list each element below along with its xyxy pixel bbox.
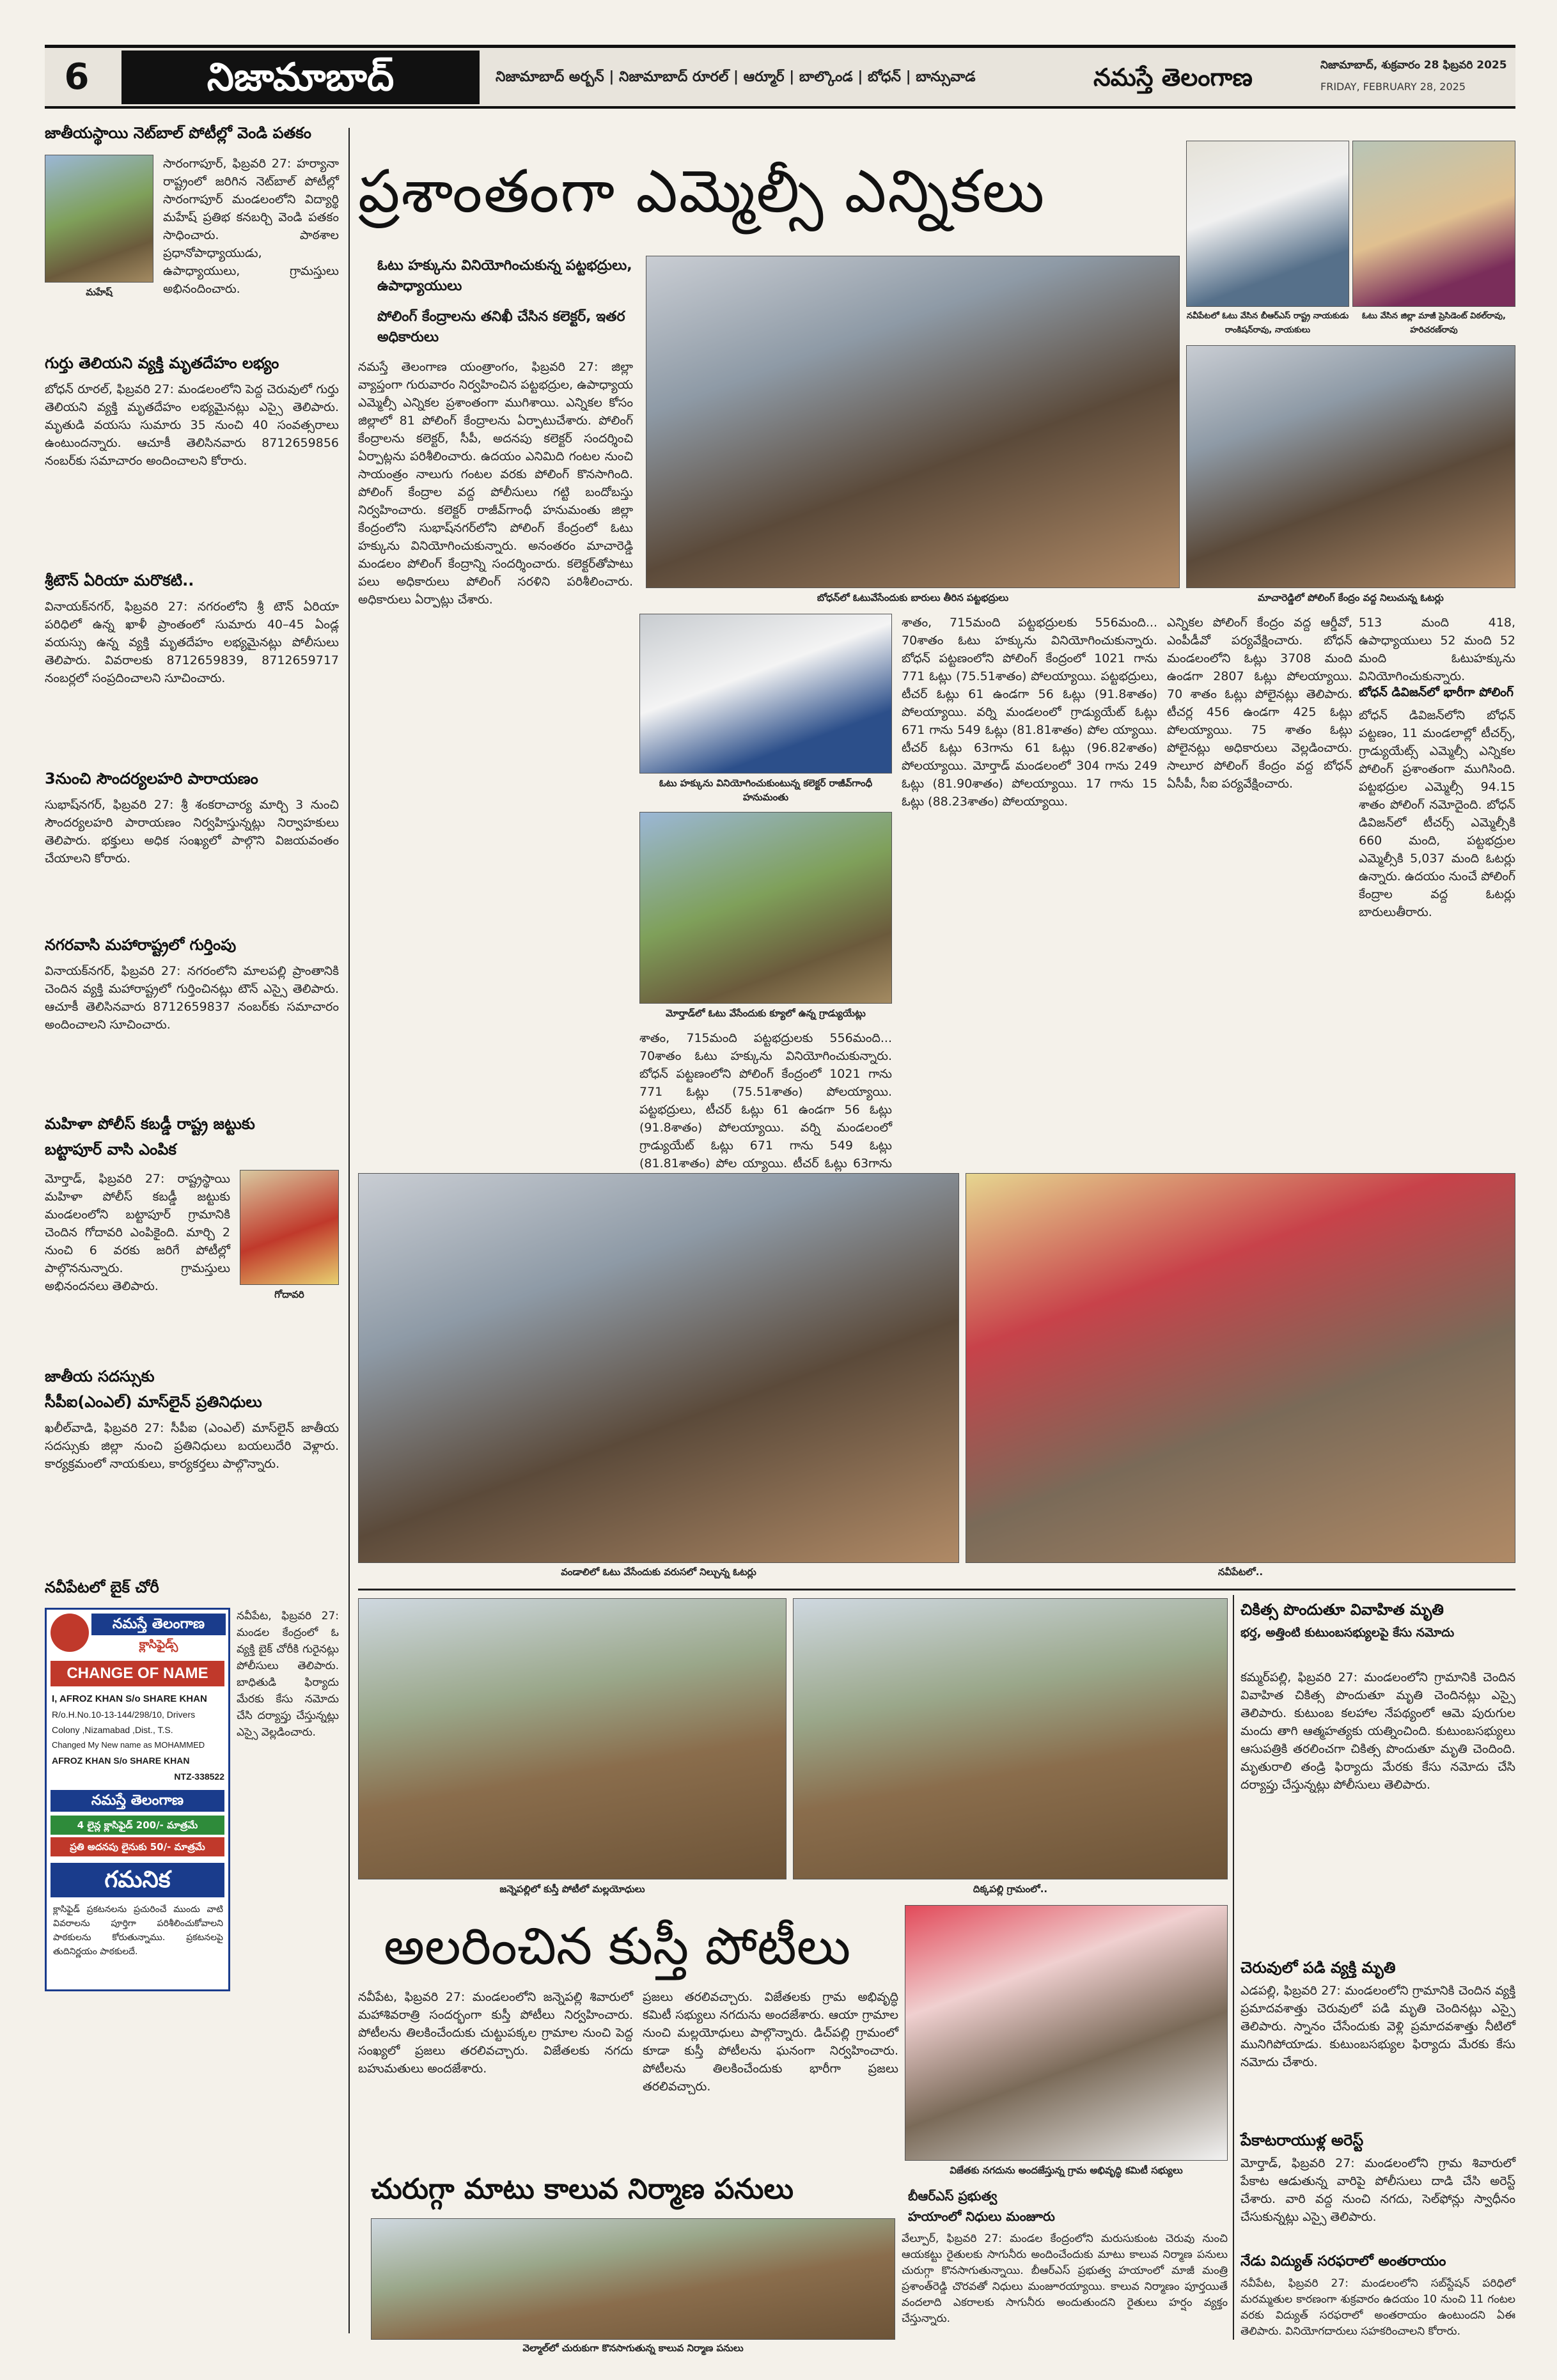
story-bike-heading: నవీపేటలో బైక్ చోరీ [45,1578,159,1596]
column-divider-right [1233,1595,1234,2340]
story-treatment-heading: చికిత్స పొందుతూ వివాహిత మృతి [1240,1601,1444,1619]
notice-text: క్లాసిఫైడ్ ప్రకటనలను ప్రచురించే ముందు వాటి వివరాలను పూర్తిగా పరిశీలించుకోవాలని పాఠకులను కోరుతున్నాము. ప్రకటనలపై తుదినిర్ణయం పాఠకులదే. [53,1904,223,1957]
photo-wrestling-jannepalli-caption: జన్నెపల్లిలో కుస్తీ పోటీలో మల్లయోధులు [499,1883,645,1895]
election-col-2b: శాతం, 715మంది పట్టభద్రులకు 556మంది... 70శాతం ఓటు హక్కును వినియోగించుకున్నారు. బోధన్ పట్టణంలోని పోలింగ్ కేంద్రంలో 1021 గాను 771 ఓట్లు (75.51శాతం) పోలయ్యాయి. పట్టభద్రులు, టీచర్ ఓట్లు 61 ఉండగా 56 ఓట్లు (91.8శాతం) పోలయ్యాయి. వర్ని మండలంలో గ్రాడ్యుయేట్ ఓట్లు 671 గాను 549 ఓట్లు (81.81శాతం) పోల య్యాయి. టీచర్ ఓట్లు 63గాను [639,1031,892,1171]
story-gamblers-heading: పేకాటరాయుళ్ల అరెస్ట్ [1240,2131,1364,2149]
election-col-4: 513 మంది 418, ఉపాధ్యాయులు 52 మంది 52 మంది ఓటుహక్కును వినియోగించుకున్నారు. [1359,616,1515,683]
classifieds-ad [45,1608,230,1991]
photo-navipet-queue-caption: నవీపేటలో.. [1217,1566,1264,1578]
photo-prize-caption: విజేతకు నగదును అందజేస్తున్న గ్రామ అభివృద్ధి కమిటీ సభ్యులు [950,2165,1183,2176]
rate-line-1: 4 లైన్ల క్లాసిఫైడ్ 200/- మాత్రమే [51,1816,224,1835]
photo-collector-voting [639,614,892,774]
kabaddi-photo-caption: గోదావరి [274,1289,304,1300]
kabaddi-photo [240,1170,339,1285]
story-cpi-heading: జాతీయ సదస్సుకు [45,1367,155,1385]
photo-macharreddy-queue [1186,345,1515,588]
date-english: FRIDAY, FEBRUARY 28, 2025 [1320,81,1466,93]
story-body-heading: గుర్తు తెలియని వ్యక్తి మృతదేహం లభ్యం [45,354,279,372]
story-power-text: నవీపేట, ఫిబ్రవరి 27: మండలంలోని సబ్‌స్టేషన్ పరిధిలో మరమ్మతుల కారణంగా శుక్రవారం ఉదయం 10 నుంచి 11 గంటల వరకు విద్యుత్ సరఫరాలో అంతరాయం ఉంటుందని ఏఈ తెలిపారు. వినియోగదారులు సహకరించాలని కోరారు. [1240,2277,1515,2338]
story-netball-text: సారంగాపూర్, ఫిబ్రవరి 27: హర్యానా రాష్ట్రంలో జరిగిన నెట్‌బాల్ పోటీల్లో సారంగాపూర్ మండలంలోని విద్యార్థి మహేష్ ప్రతిభ కనబర్చి వెండి పతకం సాధించారు. పాఠశాల ప్రధానోపాధ్యాయుడు, ఉపాధ్యాయులు, గ్రామస్తులు అభినందించారు. [163,157,339,296]
name-line-5: AFROZ KHAN S/o SHARE KHAN [52,1755,190,1766]
kusti-col-1: నవీపేట, ఫిబ్రవరి 27: మండలంలోని జన్నెపల్లి శివారులో మహాశివరాత్రి సందర్భంగా కుస్తీ పోటీలు నిర్వహించారు. పోటీలను తిలకించేందుకు చుట్టుపక్కల గ్రామాల నుంచి పెద్ద సంఖ్యలో ప్రజలు తరలివచ్చారు. విజేతలకు నగదు బహుమతులు అందజేశారు. [358,1990,633,2076]
story-kabaddi-text: మోర్తాడ్, ఫిబ్రవరి 27: రాష్ట్రస్థాయి మహిళా పోలీస్ కబడ్డీ జట్టుకు మండలంలోని బట్టాపూర్ గ్రామానికి చెందిన గోదావరి ఎంపికైంది. మార్చి 2 నుంచి 6 వరకు జరిగే పోటీల్లో పాల్గొననున్నారు. గ్రామస్తులు అభినందనలు తెలిపారు. [45,1172,230,1293]
story-pond-heading: చెరువులో పడి వ్యక్తి మృతి [1240,1959,1396,1977]
photo-mortad-queue [639,812,892,1004]
kusti-headline: అలరించిన కుస్తీ పోటీలు [384,1917,851,1976]
photo-navipet-voting [1186,141,1349,307]
page-number: 6 [64,56,90,98]
election-col-4b: బోధన్ డివిజన్‌లోని బోధన్ పట్టణం, 11 మండలాల్లో టీచర్స్, గ్రాడ్యుయేట్స్ ఎమ్మెల్సీ ఎన్నికల పోలింగ్ ప్రశాంతంగా ముగిసింది. పట్టభద్రుల ఎమ్మెల్సీ 94.15 శాతం పోలింగ్ నమోదైంది. బోధన్ డివిజన్‌లో టీచర్స్ ఎమ్మెల్సీకి 660 మంది, పట్టభద్రుల ఎమ్మెల్సీకి 5,037 మంది ఓటర్లు ఉన్నారు. ఉదయం నుంచే పోలింగ్ కేంద్రాల వద్ద ఓటర్లు బారులుతీరారు. [1359,708,1515,919]
photo-vandali-caption: వండాలిలో ఓటు వేసేందుకు వరుసలో నిల్చున్న ఓటర్లు [561,1566,756,1578]
canal-headline: చురుగ్గా మాటు కాలువ నిర్మాణ పనులు [371,2173,794,2205]
bodhan-subheading: బోధన్ డివిజన్‌లో భారీగా పోలింగ్ [1359,685,1514,699]
election-col-2: శాతం, 715మంది పట్టభద్రులకు 556మంది... 70శాతం ఓటు హక్కును వినియోగించుకున్నారు. బోధన్ పట్టణంలోని పోలింగ్ కేంద్రంలో 1021 గాను 771 ఓట్లు (75.51శాతం) పోలయ్యాయి. పట్టభద్రులు, టీచర్ ఓట్లు 61 ఉండగా 56 ఓట్లు (91.8శాతం) పోలయ్యాయి. వర్ని మండలంలో గ్రాడ్యుయేట్ ఓట్లు 671 గాను 549 ఓట్లు (81.81శాతం) పోల య్యాయి. టీచర్ ఓట్లు 63గాను 61 ఓట్లు (96.82శాతం) పోలయ్యాయి. మోర్తాడ్ మండలంలో 304 గాను 249 ఓట్లు (81.90శాతం) పోలయ్యాయి. 17 గాను 15 ఓట్లు (88.23శాతం) పోలయ్యాయి. [902,616,1157,809]
election-col-1: నమస్తే తెలంగాణ యంత్రాంగం, ఫిబ్రవరి 27: జిల్లా వ్యాప్తంగా గురువారం నిర్వహించిన పట్టభద్రుల, ఉపాధ్యాయ ఎమ్మెల్సీ ఎన్నికల ప్రశాంతంగా ముగిశాయి. ఎన్నికల కోసం జిల్లాలో 81 పోలింగ్ కేంద్రాలను ఏర్పాటుచేశారు. పోలింగ్ కేంద్రాలను కలెక్టర్, సీపీ, అదనపు కలెక్టర్ సందర్శించి ఏర్పాట్లను పరిశీలించారు. ఉదయం ఎనిమిది గంటల నుంచి సాయంత్రం నాలుగు గంటల వరకు పోలింగ్ కొనసాగింది. పోలింగ్ కేంద్రాల వద్ద పోలీసులు గట్టి బందోబస్తు నిర్వహించారు. కలెక్టర్ రాజీవ్‌గాంధీ హనుమంతు జిల్లా కేంద్రంలోని సుభాష్‌నగర్‌లోని పోలింగ్ కేంద్రంలో ఓటు హక్కును వినియోగించుకున్నారు. అనంతరం మాచారెడ్డి మండలం పోలింగ్ కేంద్రాన్ని సందర్శించారు. కలెక్టర్‌తోపాటు పలు అధికారులు పోలింగ్ సరళిని పరిశీలించారు. అధికారులు ఏర్పాట్లు చేశారు. [358,360,633,607]
photo-macharreddy-caption: మాచారెడ్డిలో పోలింగ్‌ కేంద్రం వద్ద నిలుచున్న ఓటర్లు [1258,592,1444,603]
election-headline: ప్రశాంతంగా ఎమ్మెల్సీ ఎన్నికలు [358,157,1046,226]
photo-queue-bodhan-caption: బోధన్‌లో ఓటువేసేందుకు బారులు తీరిన పట్టభద్రులు [817,592,1009,603]
photo-prize-distribution [905,1905,1228,2161]
section-title: నిజామాబాద్ [121,51,480,104]
photo-canal-works [371,2218,895,2340]
photo-vittal-caption: ఓటు వేసిన జిల్లా మాజీ ప్రెసిడెంట్ విఠల్‌రావు, హరిచరణ్‌రావు [1362,311,1506,335]
story-netball-heading: జాతీయస్థాయి నెట్‌బాల్ పోటీల్లో వెండి పతకం [45,124,311,142]
story-pond-text: ఎడపల్లి, ఫిబ్రవరి 27: మండలంలోని గ్రామానికి చెందిన వ్యక్తి ప్రమాదవశాత్తు చెరువులో పడి మృతి చెందినట్లు ఎస్సై తెలిపారు. స్నానం చేసేందుకు వెళ్లి ప్రమాదవశాత్తు నీటిలో మునిగిపోయాడు. కుటుంబసభ్యుల ఫిర్యాదు మేరకు కేసు నమోదు చేశారు. [1240,1984,1515,2069]
photo-navipet-caption: నవీపేటలో ఓటు వేసిన బీఆర్ఎస్ రాష్ట్ర నాయకుడు రాంకిషన్‌రావు, నాయకులు [1186,311,1349,335]
story-treatment-text: కమ్మర్‌పల్లి, ఫిబ్రవరి 27: మండలంలోని గ్రామానికి చెందిన వివాహిత చికిత్స పొందుతూ మృతి చెందినట్లు ఎస్సై తెలిపారు. కుటుంబ కలహాల నేపథ్యంలో ఆమె పురుగుల మందు తాగి ఆత్మహత్యకు యత్నించింది. కుటుంబసభ్యులు ఆసుపత్రికి తరలించగా చికిత్స పొందుతూ మృతి చెందింది. మృతురాలి తండ్రి ఫిర్యాదు మేరకు కేసు నమోదు చేసి దర్యాప్తు చేస్తున్నట్లు పోలీసులు తెలిపారు. [1240,1670,1515,1792]
photo-vandali-queue [358,1173,959,1563]
story-parayanam-heading: 3నుంచి సౌందర్యలహరి పారాయణం [45,770,258,788]
story-sritown-heading: శ్రీటౌన్ ఏరియా మరొకటి.. [45,572,194,589]
netball-photo [45,155,153,283]
left-column [45,121,339,2340]
story-parayanam-text: సుభాష్‌నగర్, ఫిబ్రవరి 27: శ్రీ శంకరాచార్య మార్చి 3 నుంచి సౌందర్యలహరి పారాయణం నిర్వహిస్తున్నట్లు నిర్వాహకులు తెలిపారు. భక్తులు అధిక సంఖ్యలో పాల్గొని విజయవంతం చేయాలని కోరారు. [45,798,339,866]
story-cpi-subheading: సీపీఐ(ఎంఎల్) మాస్‌లైన్ ప్రతినిధులు [45,1393,262,1411]
story-sritown-text: వినాయక్‌నగర్, ఫిబ్రవరి 27: నగరంలోని శ్రీ టౌన్ ఏరియా పరిధిలో ఉన్న ఖాళీ ప్రాంతంలో సుమారు 40–45 ఏండ్ల వయస్సు ఉన్న వ్యక్తి మృతదేహం లభ్యమైనట్లు పోలీసులు తెలిపారు. వివరాలకు 8712659839, 8712659717 నంబర్లలో సంప్రదించాలని సూచించారు. [45,600,339,685]
classifieds-subtitle: క్లాసిఫైడ్స్ [139,1638,178,1651]
election-bullets [377,256,646,352]
photo-navipet-queue [966,1173,1515,1563]
photo-collector-caption: ఓటు హక్కును వినియోగించుకుంటున్న కలెక్టర్ రాజీవ్‌గాంధీ హనుమంతు [659,777,873,803]
story-cpi-text: ఖలీల్‌వాడి, ఫిబ్రవరి 27: సీపీఐ (ఎంఎల్) మాస్‌లైన్ జాతీయ సదస్సుకు జిల్లా నుంచి ప్రతినిధులు బయలుదేరి వెళ్లారు. కార్యక్రమంలో నాయకులు, కార్యకర్తలు పాల్గొన్నారు. [45,1421,339,1471]
date-telugu: నిజామాబాద్, శుక్రవారం 28 ఫిబ్రవరి 2025 [1320,59,1507,72]
story-maharashtra-text: వినాయక్‌నగర్, ఫిబ్రవరి 27: నగరంలోని మాలపల్లి ప్రాంతానికి చెందిన వ్యక్తి మహారాష్ట్రలో గుర్తించినట్లు టౌన్ ఎస్సై తెలిపారు. ఆచూకీ తెలిసినవారు 8712659837 నంబర్‌కు సమాచారం అందించాలని సూచించారు. [45,964,339,1032]
column-divider-left [348,128,350,2333]
change-of-name-title: CHANGE OF NAME [51,1661,224,1686]
photo-vittal-rao [1352,141,1515,307]
classifieds-title: నమస్తే తెలంగాణ [91,1614,226,1635]
bullet-1: ఓటు హక్కును వినియోగించుకున్న పట్టభద్రులు, ఉపాధ్యాయులు [377,258,632,294]
classifieds-logo [51,1614,89,1652]
kusti-col-2: ప్రజలు తరలివచ్చారు. విజేతలకు గ్రామ అభివృద్ధి కమిటీ సభ్యులు నగదును అందజేశారు. ఆయా గ్రామాల నుంచి మల్లయోధులు పాల్గొన్నారు. డిచ్‌పల్లి గ్రామంలో కూడా కుస్తీ పోటీలను ఘనంగా నిర్వహించారు. పోటీలను తిలకించేందుకు భారీగా ప్రజలు తరలివచ్చారు. [643,1990,898,2094]
name-line-4: Changed My New name as MOHAMMED [52,1740,205,1750]
canal-bullet-2: హయాంలో నిధులు మంజూరు [908,2209,1055,2224]
photo-wrestling-dikkapalli-caption: దిక్కపల్లి గ్రామంలో.. [973,1883,1048,1895]
divider-horizontal [358,1589,1515,1591]
netball-photo-caption: మహేష్ [86,286,113,298]
name-line-1: I, AFROZ KHAN S/o SHARE KHAN [52,1693,207,1704]
canal-bullet-1: బీఆర్ఎస్ ప్రభుత్వ [908,2188,998,2204]
photo-wrestling-dikkapalli [793,1598,1228,1879]
masthead [45,45,1515,109]
classifieds-title-2: నమస్తే తెలంగాణ [51,1790,224,1812]
photo-mortad-caption: మోర్తాడ్‌లో ఓటు వేసేందుకు క్యూలో ఉన్న గ్రాడ్యుయేట్లు [666,1007,866,1019]
photo-wrestling-jannepalli [358,1598,786,1879]
paper-name: నమస్తే తెలంగాణ [1093,63,1253,91]
election-col-3: ఎన్నికల పోలింగ్ కేంద్రం వద్ద ఆర్డీవో, ఎంపీడీవో పర్యవేక్షించారు. బోధన్ మండలంలోని ఓట్లు 3708 మంది ఉండగా 2807 ఓట్లు పోలయ్యాయి. 70 శాతం ఓట్లు పోలైనట్లు తెలిపారు. టీచర్ల 456 ఉండగా 425 ఓట్లు పోలయ్యాయి. 75 శాతం ఓట్లు పోలైనట్లు అధికారులు వెల్లడించారు. సాలూర పోలింగ్ కేంద్రం వద్ద బోధన్ ఏసీపీ, సీఐ పర్యవేక్షించారు. [1167,616,1352,791]
photo-canal-caption: వెల్మాల్‌లో చురుకుగా కొనసాగుతున్న కాలువ నిర్మాణ పనులు [522,2342,744,2354]
name-line-3: Colony ,Nizamabad ,Dist., T.S. [52,1725,173,1735]
story-maharashtra-heading: నగరవాసి మహారాష్ట్రలో గుర్తింపు [45,936,237,954]
story-power-heading: నేడు విద్యుత్ సరఫరాలో అంతరాయం [1240,2253,1446,2269]
name-line-2: R/o.H.No.10-13-144/298/10, Drivers [52,1709,196,1720]
notice-title: గమనిక [51,1863,224,1897]
story-body-text: బోధన్ రూరల్, ఫిబ్రవరి 27: మండలంలోని పెద్ద చెరువులో గుర్తు తెలియని వ్యక్తి మృతదేహం లభ్యమైనట్లు ఎస్సై తెలిపారు. మృతుడి వయసు సుమారు 35 నుంచి 40 సంవత్సరాలు ఉంటుందన్నారు. ఆచూకీ తెలిసినవారు 8712659856 నంబర్‌కు సమాచారం అందించాలని కోరారు. [45,382,339,468]
rate-line-2: ప్రతి అదనపు లైనుకు 50/- మాత్రమే [51,1837,224,1856]
story-kabaddi-subheading: బట్టాపూర్ వాసి ఎంపిక [45,1140,176,1158]
story-treatment-subheading: భర్త, అత్తింటి కుటుంబసభ్యులపై కేసు నమోదు [1240,1626,1455,1640]
sub-areas: నిజామాబాద్ అర్బన్ | నిజామాబాద్ రూరల్ | ఆర్మూర్ | బాల్కొండ | బోధన్ | బాన్సువాడ [496,69,976,85]
bullet-2: పోలింగ్ కేంద్రాలను తనిఖీ చేసిన కలెక్టర్, ఇతర అధికారులు [377,309,625,345]
photo-queue-bodhan [646,256,1180,588]
story-kabaddi-heading: మహిళా పోలీస్ కబడ్డీ రాష్ట్ర జట్టుకు [45,1115,255,1133]
ad-code: NTZ-338522 [174,1771,224,1782]
story-gamblers-text: మోర్తాడ్, ఫిబ్రవరి 27: మండలంలోని గ్రామ శివారులో పేకాట ఆడుతున్న వారిపై పోలీసులు దాడి చేసి అరెస్ట్ చేశారు. వారి వద్ద నుంచి నగదు, సెల్‌ఫోన్లు స్వాధీనం చేసుకున్నట్లు ఎస్సై తెలిపారు. [1240,2156,1515,2224]
canal-text: వేల్పూర్, ఫిబ్రవరి 27: మండల కేంద్రంలోని మరుసుకుంట చెరువు నుంచి ఆయకట్టు రైతులకు సాగునీరు అందించేందుకు మాటు కాలువ నిర్మాణ పనులు చురుగ్గా కొనసాగుతున్నాయి. బీఆర్ఎస్ ప్రభుత్వ హయాంలో మాజీ మంత్రి ప్రశాంత్‌రెడ్డి చొరవతో నిధులు మంజూరయ్యాయి. కాలువ నిర్మాణం పూర్తయితే వందలాది ఎకరాలకు సాగునీరు అందుతుందని రైతులు హర్షం వ్యక్తం చేస్తున్నారు. [902,2232,1228,2325]
story-bike-text: నవీపేట, ఫిబ్రవరి 27: మండల కేంద్రంలో ఓ వ్యక్తి బైక్ చోరీకి గురైనట్లు పోలీసులు తెలిపారు. బాధితుడి ఫిర్యాదు మేరకు కేసు నమోదు చేసి దర్యాప్తు చేస్తున్నట్లు ఎస్సై వెల్లడించారు. [237,1610,339,1739]
